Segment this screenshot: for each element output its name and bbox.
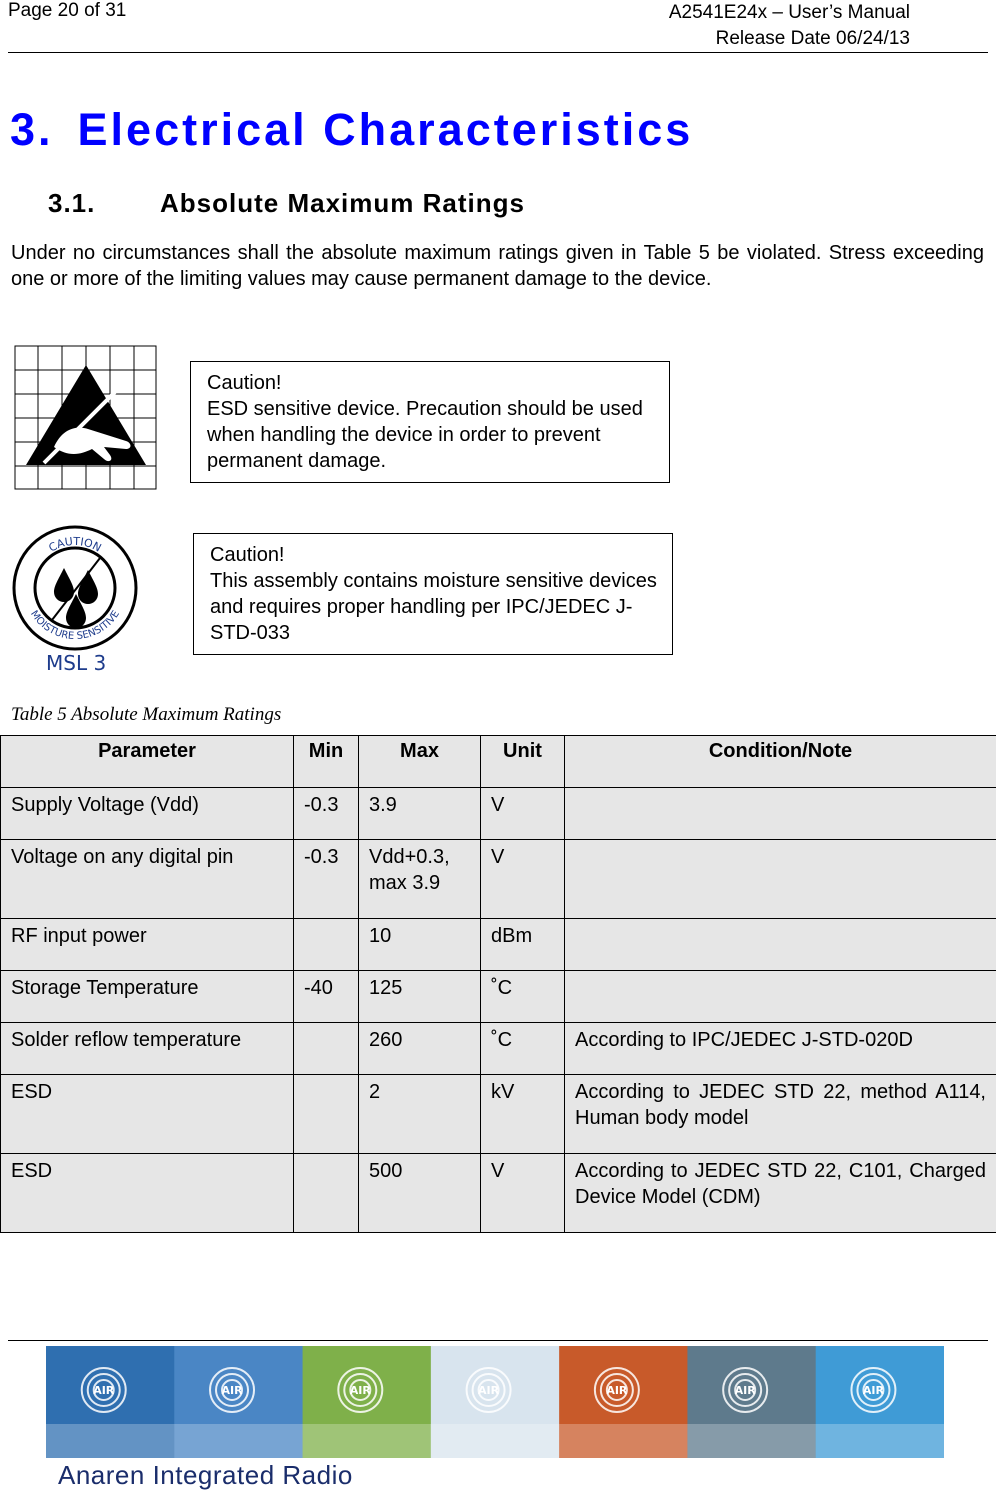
footer-brand: Anaren Integrated Radio: [58, 1460, 353, 1490]
cell-condition: [565, 919, 996, 971]
header-condition: Condition/Note: [565, 736, 996, 788]
banner-tile: [687, 1346, 816, 1458]
subsection-heading: [48, 188, 525, 219]
header-max: Max: [359, 736, 481, 788]
table-row: [1, 1154, 996, 1233]
cell-min: -40: [294, 971, 359, 1023]
cell-unit: dBm: [481, 919, 565, 971]
msl-caution-box: [193, 533, 673, 655]
cell-parameter: Storage Temperature: [1, 971, 294, 1023]
cell-min: [294, 1154, 359, 1233]
cell-unit: V: [481, 788, 565, 840]
banner-photos: [46, 1346, 944, 1458]
banner-tile: [816, 1346, 944, 1458]
cell-parameter: ESD: [1, 1075, 294, 1154]
cell-min: [294, 1023, 359, 1075]
cell-unit: V: [481, 1154, 565, 1233]
table-header-row: [1, 736, 996, 788]
footer-banner: [46, 1346, 944, 1458]
banner-tile: [174, 1346, 303, 1458]
table-row: [1, 1023, 996, 1075]
cell-max: 3.9: [359, 788, 481, 840]
absolute-maximum-ratings-table: [0, 735, 996, 1233]
cell-min: [294, 919, 359, 971]
cell-condition: [565, 971, 996, 1023]
cell-max: 125: [359, 971, 481, 1023]
page-number: Page 20 of 31: [8, 0, 127, 21]
header-rule: [8, 52, 988, 53]
msl-caution-title: Caution!: [210, 544, 285, 566]
cell-max: 260: [359, 1023, 481, 1075]
cell-parameter: RF input power: [1, 919, 294, 971]
esd-warning-icon: [14, 345, 158, 491]
table-row: [1, 971, 996, 1023]
cell-condition: According to IPC/JEDEC J-STD-020D: [565, 1023, 996, 1075]
table-row: [1, 840, 996, 919]
intro-paragraph: Under no circumstances shall the absolute maximum ratings given in Table 5 be violated. Stress exceeding one or more of the limiting values may cause permanent damage to the device.: [11, 242, 984, 290]
subsection-number: 3.1.: [48, 188, 96, 218]
banner-tile: [431, 1346, 560, 1458]
air-badge: AIR: [734, 1384, 756, 1397]
air-badge: AIR: [93, 1384, 115, 1397]
cell-condition: According to JEDEC STD 22, C101, Charged Device Model (CDM): [565, 1154, 996, 1233]
section-number: 3.: [10, 104, 54, 155]
cell-unit: ˚C: [481, 1023, 565, 1075]
air-badge: AIR: [349, 1384, 371, 1397]
header-parameter: Parameter: [1, 736, 294, 788]
cell-condition: According to JEDEC STD 22, method A114, Human body model: [565, 1075, 996, 1154]
cell-unit: ˚C: [481, 971, 565, 1023]
cell-min: -0.3: [294, 840, 359, 919]
table-row: [1, 919, 996, 971]
esd-caution-text: ESD sensitive device. Precaution should be used when handling the device in order to prevent permanent damage.: [207, 398, 643, 472]
air-badge: AIR: [221, 1384, 243, 1397]
msl-level-label: MSL 3: [46, 651, 107, 675]
cell-unit: kV: [481, 1075, 565, 1154]
banner-tile: [559, 1346, 688, 1458]
document-header: [600, 0, 910, 52]
header-unit: Unit: [481, 736, 565, 788]
air-badge: AIR: [606, 1384, 628, 1397]
cell-parameter: Voltage on any digital pin: [1, 840, 294, 919]
msl-ring-bottom: MOISTURE SENSITIVE: [28, 608, 122, 643]
table-row: [1, 788, 996, 840]
esd-caution-box: [190, 361, 670, 483]
table-row: [1, 1075, 996, 1154]
cell-condition: [565, 788, 996, 840]
subsection-title: Absolute Maximum Ratings: [160, 188, 525, 218]
cell-max: Vdd+0.3, max 3.9: [359, 840, 481, 919]
footer-rule: [8, 1340, 988, 1341]
cell-max: 500: [359, 1154, 481, 1233]
section-title: Electrical Characteristics: [77, 104, 694, 155]
cell-unit: V: [481, 840, 565, 919]
release-date: Release Date 06/24/13: [715, 28, 910, 49]
cell-max: 10: [359, 919, 481, 971]
cell-min: -0.3: [294, 788, 359, 840]
cell-parameter: Solder reflow temperature: [1, 1023, 294, 1075]
msl-caution-text: This assembly contains moisture sensitive devices and requires proper handling per IPC/JEDEC J-STD-033: [210, 570, 657, 644]
cell-max: 2: [359, 1075, 481, 1154]
cell-parameter: ESD: [1, 1154, 294, 1233]
manual-title: A2541E24x – User’s Manual: [668, 2, 910, 23]
msl-ring-top: CAUTION: [46, 534, 104, 555]
air-badge: AIR: [478, 1384, 500, 1397]
air-badge: AIR: [862, 1384, 884, 1397]
cell-parameter: Supply Voltage (Vdd): [1, 788, 294, 840]
section-heading: [10, 104, 693, 156]
cell-min: [294, 1075, 359, 1154]
table-caption: Table 5 Absolute Maximum Ratings: [11, 704, 282, 725]
banner-tile: [303, 1346, 432, 1458]
banner-tile: [46, 1346, 175, 1458]
moisture-sensitive-icon: [12, 524, 142, 676]
cell-condition: [565, 840, 996, 919]
header-min: Min: [294, 736, 359, 788]
esd-caution-title: Caution!: [207, 372, 282, 394]
